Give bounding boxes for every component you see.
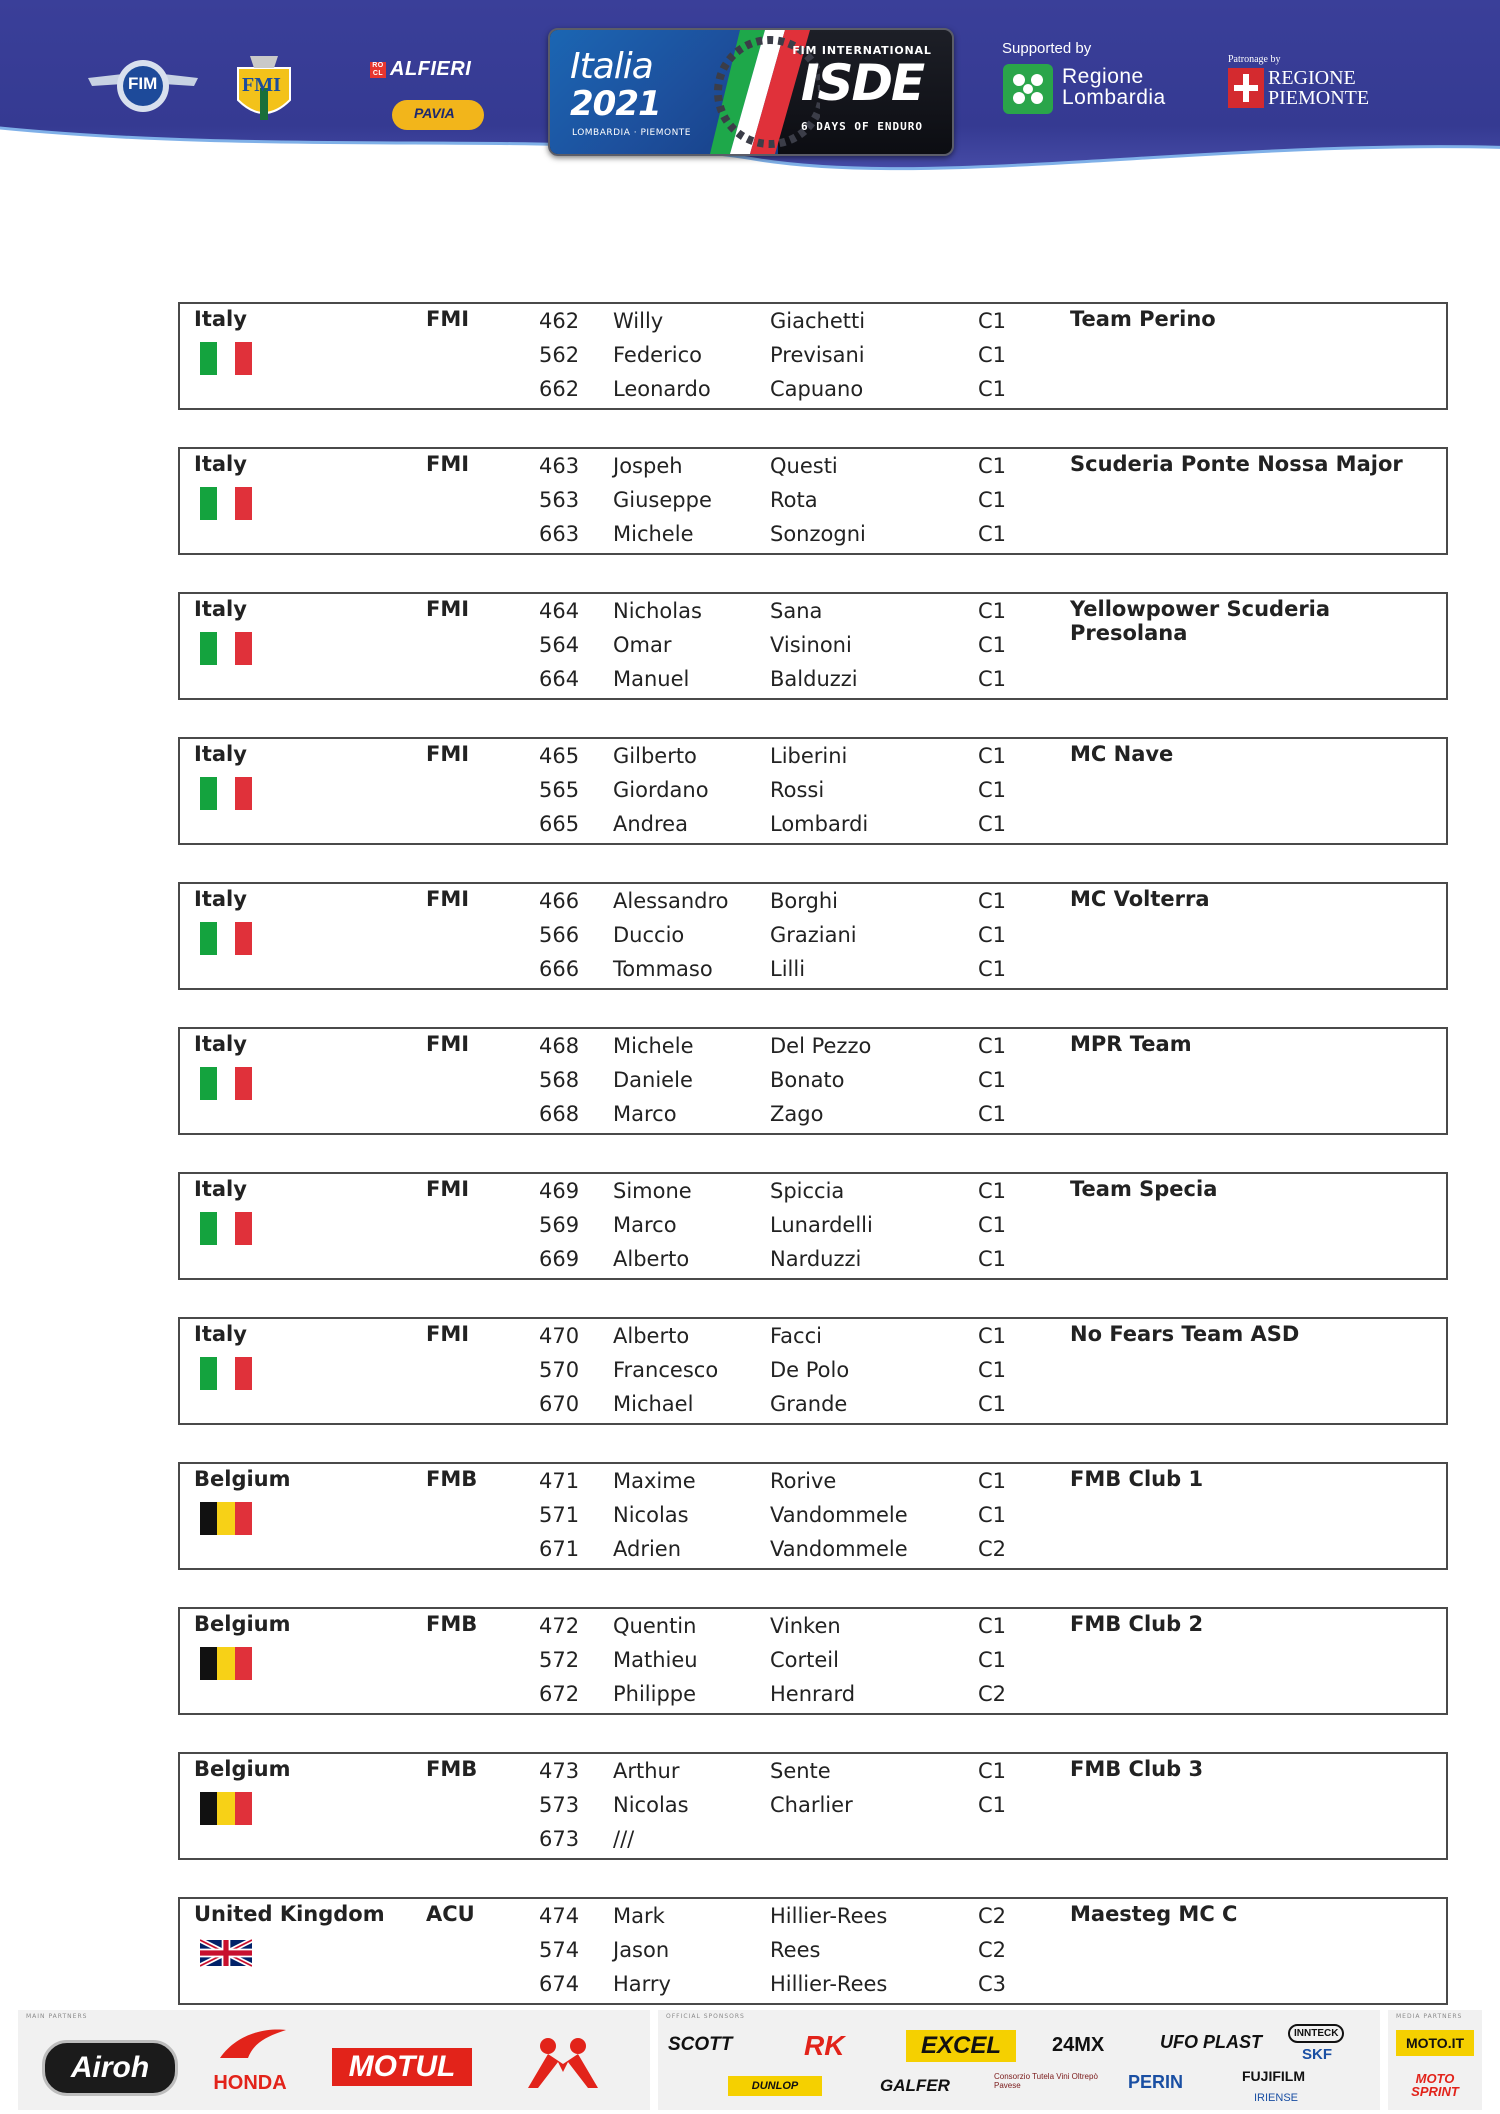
main-partners-group xyxy=(18,2010,650,2110)
rider-last-name: Sente xyxy=(770,1759,831,1783)
team-country: Italy xyxy=(194,1322,247,1346)
rider-row xyxy=(180,1754,1446,1788)
rider-class: C1 xyxy=(978,889,1007,913)
rider-last-name: Questi xyxy=(770,454,838,478)
rider-first-name: Alberto xyxy=(613,1324,690,1348)
consorzio-oltrepo-logo: Consorzio Tutela Vini Oltrepò Pavese xyxy=(994,2072,1098,2090)
rider-row xyxy=(180,884,1446,918)
patronage-label: Patronage by xyxy=(1228,54,1281,65)
rider-last-name: Rossi xyxy=(770,778,825,802)
rider-class: C1 xyxy=(978,377,1007,401)
isde-event-logo: Italia 2021 LOMBARDIA · PIEMONTE FIM INTERNATIONAL ISDE 6 DAYS OF ENDURO xyxy=(548,28,954,156)
rider-last-name: Graziani xyxy=(770,923,857,947)
rider-first-name: Michele xyxy=(613,1034,694,1058)
rider-row xyxy=(180,483,1446,517)
team-club: FMB Club 1 xyxy=(1070,1467,1204,1491)
team-country: Italy xyxy=(194,742,247,766)
regione-piemonte-logo: REGIONE PIEMONTE xyxy=(1268,67,1370,109)
team-block xyxy=(178,1752,1448,1860)
rider-class: C1 xyxy=(978,744,1007,768)
rider-first-name: Alessandro xyxy=(613,889,729,913)
rider-first-name: Adrien xyxy=(613,1537,682,1561)
rider-last-name: Henrard xyxy=(770,1682,856,1706)
rider-last-name: Vinken xyxy=(770,1614,841,1638)
rider-number: 572 xyxy=(539,1648,580,1672)
team-federation: FMB xyxy=(426,1467,478,1491)
rider-row xyxy=(180,1097,1446,1131)
rider-number: 662 xyxy=(539,377,580,401)
rider-first-name: Nicolas xyxy=(613,1503,689,1527)
rider-first-name: Michele xyxy=(613,522,694,546)
team-country: Belgium xyxy=(194,1467,291,1491)
rider-number: 666 xyxy=(539,957,580,981)
rider-number: 664 xyxy=(539,667,580,691)
rider-number: 472 xyxy=(539,1614,580,1638)
rider-class: C2 xyxy=(978,1938,1007,1962)
rider-first-name: Jason xyxy=(613,1938,670,1962)
team-club: FMB Club 3 xyxy=(1070,1757,1204,1781)
rider-class: C1 xyxy=(978,1469,1007,1493)
rider-number: 668 xyxy=(539,1102,580,1126)
rider-last-name: Lombardi xyxy=(770,812,869,836)
rider-class: C1 xyxy=(978,1793,1007,1817)
alfieri-logo: RO CL ALFIERI xyxy=(370,58,506,81)
rider-first-name: Arthur xyxy=(613,1759,680,1783)
team-block xyxy=(178,302,1448,410)
rider-row xyxy=(180,304,1446,338)
rider-first-name: Jospeh xyxy=(613,454,683,478)
rider-class: C1 xyxy=(978,488,1007,512)
rider-class: C1 xyxy=(978,1102,1007,1126)
rider-number: 564 xyxy=(539,633,580,657)
team-block xyxy=(178,737,1448,845)
regione-piemonte-icon xyxy=(1228,68,1264,108)
team-club: Yellowpower Scuderia Presolana xyxy=(1070,597,1331,645)
rider-last-name: Hillier-Rees xyxy=(770,1972,888,1996)
rider-last-name: De Polo xyxy=(770,1358,850,1382)
rider-first-name: Mark xyxy=(613,1904,665,1928)
rider-row xyxy=(180,1899,1446,1933)
team-federation: FMI xyxy=(426,887,470,911)
innteck-logo: INNTECK xyxy=(1288,2024,1344,2043)
team-federation: FMI xyxy=(426,597,470,621)
rider-row xyxy=(180,739,1446,773)
rider-number: 674 xyxy=(539,1972,580,1996)
rider-row xyxy=(180,1242,1446,1276)
rider-first-name: Andrea xyxy=(613,812,688,836)
rider-number: 470 xyxy=(539,1324,580,1348)
rider-last-name: Lunardelli xyxy=(770,1213,873,1237)
rider-row xyxy=(180,1353,1446,1387)
honda-logo: HONDA xyxy=(213,2072,287,2094)
skf-logo: SKF xyxy=(1302,2046,1332,2063)
team-club: MC Nave xyxy=(1070,742,1174,766)
media-partners-label: MEDIA PARTNERS xyxy=(1396,2013,1463,2020)
rider-first-name: Marco xyxy=(613,1102,677,1126)
kappa-logo xyxy=(508,2032,618,2092)
team-block xyxy=(178,1897,1448,2005)
rider-class: C1 xyxy=(978,1759,1007,1783)
regione-lombardia-logo: Regione Lombardia xyxy=(1062,65,1166,109)
rider-last-name: Charlier xyxy=(770,1793,853,1817)
rider-first-name: Willy xyxy=(613,309,664,333)
rider-number: 665 xyxy=(539,812,580,836)
rider-number: 573 xyxy=(539,1793,580,1817)
rider-row xyxy=(180,807,1446,841)
rider-row xyxy=(180,1464,1446,1498)
rider-last-name: Previsani xyxy=(770,343,865,367)
rider-row xyxy=(180,372,1446,406)
team-club: FMB Club 2 xyxy=(1070,1612,1204,1636)
rider-class: C1 xyxy=(978,633,1007,657)
rider-last-name: Giachetti xyxy=(770,309,866,333)
rider-row xyxy=(180,1208,1446,1242)
rider-row xyxy=(180,662,1446,696)
regione-lombardia-icon xyxy=(1003,64,1053,114)
rider-first-name: Giuseppe xyxy=(613,488,712,512)
rider-number: 671 xyxy=(539,1537,580,1561)
team-club: MPR Team xyxy=(1070,1032,1192,1056)
rider-last-name: Rota xyxy=(770,488,818,512)
rider-first-name: Michael xyxy=(613,1392,694,1416)
team-club: Team Perino xyxy=(1070,307,1216,331)
motul-logo: MOTUL xyxy=(332,2048,472,2086)
rider-last-name: Facci xyxy=(770,1324,822,1348)
team-federation: FMI xyxy=(426,1032,470,1056)
team-club: Maesteg MC C xyxy=(1070,1902,1238,1926)
rider-number: 569 xyxy=(539,1213,580,1237)
rider-class: C3 xyxy=(978,1972,1007,1996)
rider-number: 670 xyxy=(539,1392,580,1416)
rider-number: 566 xyxy=(539,923,580,947)
rider-class: C2 xyxy=(978,1682,1007,1706)
rider-first-name: Philippe xyxy=(613,1682,697,1706)
rider-class: C1 xyxy=(978,309,1007,333)
ufo-plast-logo: UFO PLAST xyxy=(1160,2032,1262,2052)
rider-last-name: Zago xyxy=(770,1102,824,1126)
team-block xyxy=(178,447,1448,555)
rider-row xyxy=(180,1677,1446,1711)
rider-number: 663 xyxy=(539,522,580,546)
rider-class: C2 xyxy=(978,1537,1007,1561)
rider-last-name: Vandommele xyxy=(770,1537,908,1561)
rider-last-name: Visinoni xyxy=(770,633,852,657)
moto-it-logo: MOTO.IT xyxy=(1396,2030,1474,2056)
rider-first-name: Simone xyxy=(613,1179,692,1203)
rider-number: 474 xyxy=(539,1904,580,1928)
rider-first-name: Daniele xyxy=(613,1068,693,1092)
team-federation: ACU xyxy=(426,1902,475,1926)
iriense-logo: IRIENSE xyxy=(1254,2092,1299,2104)
rider-first-name: Mathieu xyxy=(613,1648,698,1672)
rider-last-name: Liberini xyxy=(770,744,848,768)
rider-class: C1 xyxy=(978,1648,1007,1672)
media-partners-group xyxy=(1388,2010,1482,2110)
rider-class: C1 xyxy=(978,778,1007,802)
rider-first-name: Tommaso xyxy=(613,957,713,981)
team-federation: FMI xyxy=(426,452,470,476)
24mx-logo: 24MX xyxy=(1052,2034,1105,2056)
rider-last-name: Rorive xyxy=(770,1469,837,1493)
rider-class: C1 xyxy=(978,1247,1007,1271)
rider-last-name: Corteil xyxy=(770,1648,839,1672)
scott-logo: SCOTT xyxy=(668,2034,733,2055)
team-country: Italy xyxy=(194,1177,247,1201)
rider-row xyxy=(180,338,1446,372)
rider-last-name: Spiccia xyxy=(770,1179,845,1203)
rider-last-name: Lilli xyxy=(770,957,806,981)
team-federation: FMB xyxy=(426,1757,478,1781)
moto-sprint-logo: MOTO SPRINT xyxy=(1411,2071,1459,2099)
rider-first-name: Federico xyxy=(613,343,702,367)
rk-logo: RK xyxy=(804,2030,845,2061)
rider-number: 562 xyxy=(539,343,580,367)
perin-logo: PERIN xyxy=(1128,2072,1184,2092)
team-federation: FMI xyxy=(426,307,470,331)
rider-number: 672 xyxy=(539,1682,580,1706)
rider-first-name: Marco xyxy=(613,1213,677,1237)
rider-number: 468 xyxy=(539,1034,580,1058)
rider-row xyxy=(180,1063,1446,1097)
excel-logo: EXCEL xyxy=(906,2030,1016,2062)
rider-class: C1 xyxy=(978,599,1007,623)
rider-number: 563 xyxy=(539,488,580,512)
rider-row xyxy=(180,773,1446,807)
rider-number: 571 xyxy=(539,1503,580,1527)
rider-number: 669 xyxy=(539,1247,580,1271)
rider-class: C1 xyxy=(978,667,1007,691)
rider-class: C1 xyxy=(978,812,1007,836)
rider-class: C1 xyxy=(978,1179,1007,1203)
team-country: Belgium xyxy=(194,1612,291,1636)
rider-class: C1 xyxy=(978,1503,1007,1527)
rider-number: 471 xyxy=(539,1469,580,1493)
rider-last-name: Borghi xyxy=(770,889,838,913)
rider-last-name: Sana xyxy=(770,599,823,623)
rider-number: 466 xyxy=(539,889,580,913)
rider-row xyxy=(180,1029,1446,1063)
team-country: Italy xyxy=(194,1032,247,1056)
rider-first-name: Gilberto xyxy=(613,744,697,768)
team-block xyxy=(178,1027,1448,1135)
main-partners-label: MAIN PARTNERS xyxy=(26,2013,88,2020)
rider-last-name: Vandommele xyxy=(770,1503,908,1527)
rider-class: C1 xyxy=(978,454,1007,478)
rider-row xyxy=(180,1498,1446,1532)
team-country: Italy xyxy=(194,887,247,911)
team-country: Italy xyxy=(194,452,247,476)
rider-row xyxy=(180,1319,1446,1353)
official-sponsors-group xyxy=(658,2010,1380,2110)
rider-first-name: Giordano xyxy=(613,778,709,802)
rider-number: 469 xyxy=(539,1179,580,1203)
rider-class: C1 xyxy=(978,1034,1007,1058)
rider-class: C1 xyxy=(978,1358,1007,1382)
fim-logo: FIM xyxy=(88,56,198,116)
rider-last-name: Rees xyxy=(770,1938,821,1962)
rider-row xyxy=(180,1609,1446,1643)
rider-first-name: Leonardo xyxy=(613,377,711,401)
page-header xyxy=(0,0,1500,180)
airoh-logo: Airoh xyxy=(42,2040,178,2096)
rider-first-name: Duccio xyxy=(613,923,685,947)
rider-row xyxy=(180,952,1446,986)
team-club: MC Volterra xyxy=(1070,887,1210,911)
rider-row xyxy=(180,594,1446,628)
team-block xyxy=(178,592,1448,700)
rider-class: C1 xyxy=(978,1614,1007,1638)
galfer-logo: GALFER xyxy=(880,2076,950,2095)
rider-last-name: Grande xyxy=(770,1392,848,1416)
rider-number: 673 xyxy=(539,1827,580,1851)
rider-last-name: Balduzzi xyxy=(770,667,858,691)
team-block xyxy=(178,1317,1448,1425)
rider-row xyxy=(180,1822,1446,1856)
rider-first-name: Omar xyxy=(613,633,672,657)
rider-first-name: Harry xyxy=(613,1972,671,1996)
team-block xyxy=(178,1607,1448,1715)
rider-last-name: Sonzogni xyxy=(770,522,866,546)
rider-first-name: Francesco xyxy=(613,1358,719,1382)
rider-last-name: Hillier-Rees xyxy=(770,1904,888,1928)
team-block xyxy=(178,882,1448,990)
rider-class: C1 xyxy=(978,343,1007,367)
rider-class: C1 xyxy=(978,957,1007,981)
team-federation: FMI xyxy=(426,742,470,766)
rider-row xyxy=(180,1174,1446,1208)
rider-class: C1 xyxy=(978,1068,1007,1092)
rider-row xyxy=(180,1532,1446,1566)
rider-first-name: Maxime xyxy=(613,1469,696,1493)
supported-by-label: Supported by xyxy=(1002,40,1092,57)
team-federation: FMI xyxy=(426,1177,470,1201)
team-country: Belgium xyxy=(194,1757,291,1781)
rider-number: 570 xyxy=(539,1358,580,1382)
official-sponsors-label: OFFICIAL SPONSORS xyxy=(666,2013,745,2020)
rider-class: C1 xyxy=(978,1392,1007,1416)
rider-number: 465 xyxy=(539,744,580,768)
rider-first-name: Nicholas xyxy=(613,599,702,623)
rider-row xyxy=(180,628,1446,662)
rider-last-name: Bonato xyxy=(770,1068,845,1092)
rider-row xyxy=(180,1967,1446,2001)
rider-last-name: Del Pezzo xyxy=(770,1034,872,1058)
team-block xyxy=(178,1462,1448,1570)
rider-first-name: /// xyxy=(613,1827,635,1851)
team-list xyxy=(178,302,1446,2042)
rider-class: C1 xyxy=(978,1324,1007,1348)
team-block xyxy=(178,1172,1448,1280)
rider-number: 574 xyxy=(539,1938,580,1962)
rider-row xyxy=(180,1643,1446,1677)
rider-class: C2 xyxy=(978,1904,1007,1928)
rider-first-name: Manuel xyxy=(613,667,690,691)
rider-first-name: Nicolas xyxy=(613,1793,689,1817)
partners-footer xyxy=(18,2010,1482,2110)
team-club: Scuderia Ponte Nossa Major xyxy=(1070,452,1403,476)
rider-number: 568 xyxy=(539,1068,580,1092)
rider-row xyxy=(180,918,1446,952)
moto-club-pavia-logo: PAVIA xyxy=(392,100,484,130)
team-country: Italy xyxy=(194,307,247,331)
fmi-logo: FMI xyxy=(228,48,300,128)
team-club: Team Specia xyxy=(1070,1177,1218,1201)
fujifilm-logo: FUJIFILM xyxy=(1242,2068,1305,2084)
rider-first-name: Quentin xyxy=(613,1614,697,1638)
team-federation: FMB xyxy=(426,1612,478,1636)
team-country: Italy xyxy=(194,597,247,621)
rider-first-name: Alberto xyxy=(613,1247,690,1271)
rider-class: C1 xyxy=(978,1213,1007,1237)
rider-row xyxy=(180,1387,1446,1421)
rider-number: 464 xyxy=(539,599,580,623)
rider-row xyxy=(180,1933,1446,1967)
honda-wing-icon xyxy=(218,2028,288,2062)
rider-last-name: Narduzzi xyxy=(770,1247,862,1271)
dunlop-logo: DUNLOP xyxy=(728,2076,822,2096)
rider-number: 462 xyxy=(539,309,580,333)
rider-row xyxy=(180,449,1446,483)
rider-number: 463 xyxy=(539,454,580,478)
team-country: United Kingdom xyxy=(194,1902,385,1926)
rider-row xyxy=(180,1788,1446,1822)
rider-last-name: Capuano xyxy=(770,377,864,401)
rider-number: 565 xyxy=(539,778,580,802)
team-federation: FMI xyxy=(426,1322,470,1346)
team-club: No Fears Team ASD xyxy=(1070,1322,1300,1346)
rider-row xyxy=(180,517,1446,551)
rider-class: C1 xyxy=(978,923,1007,947)
rider-number: 473 xyxy=(539,1759,580,1783)
rider-class: C1 xyxy=(978,522,1007,546)
